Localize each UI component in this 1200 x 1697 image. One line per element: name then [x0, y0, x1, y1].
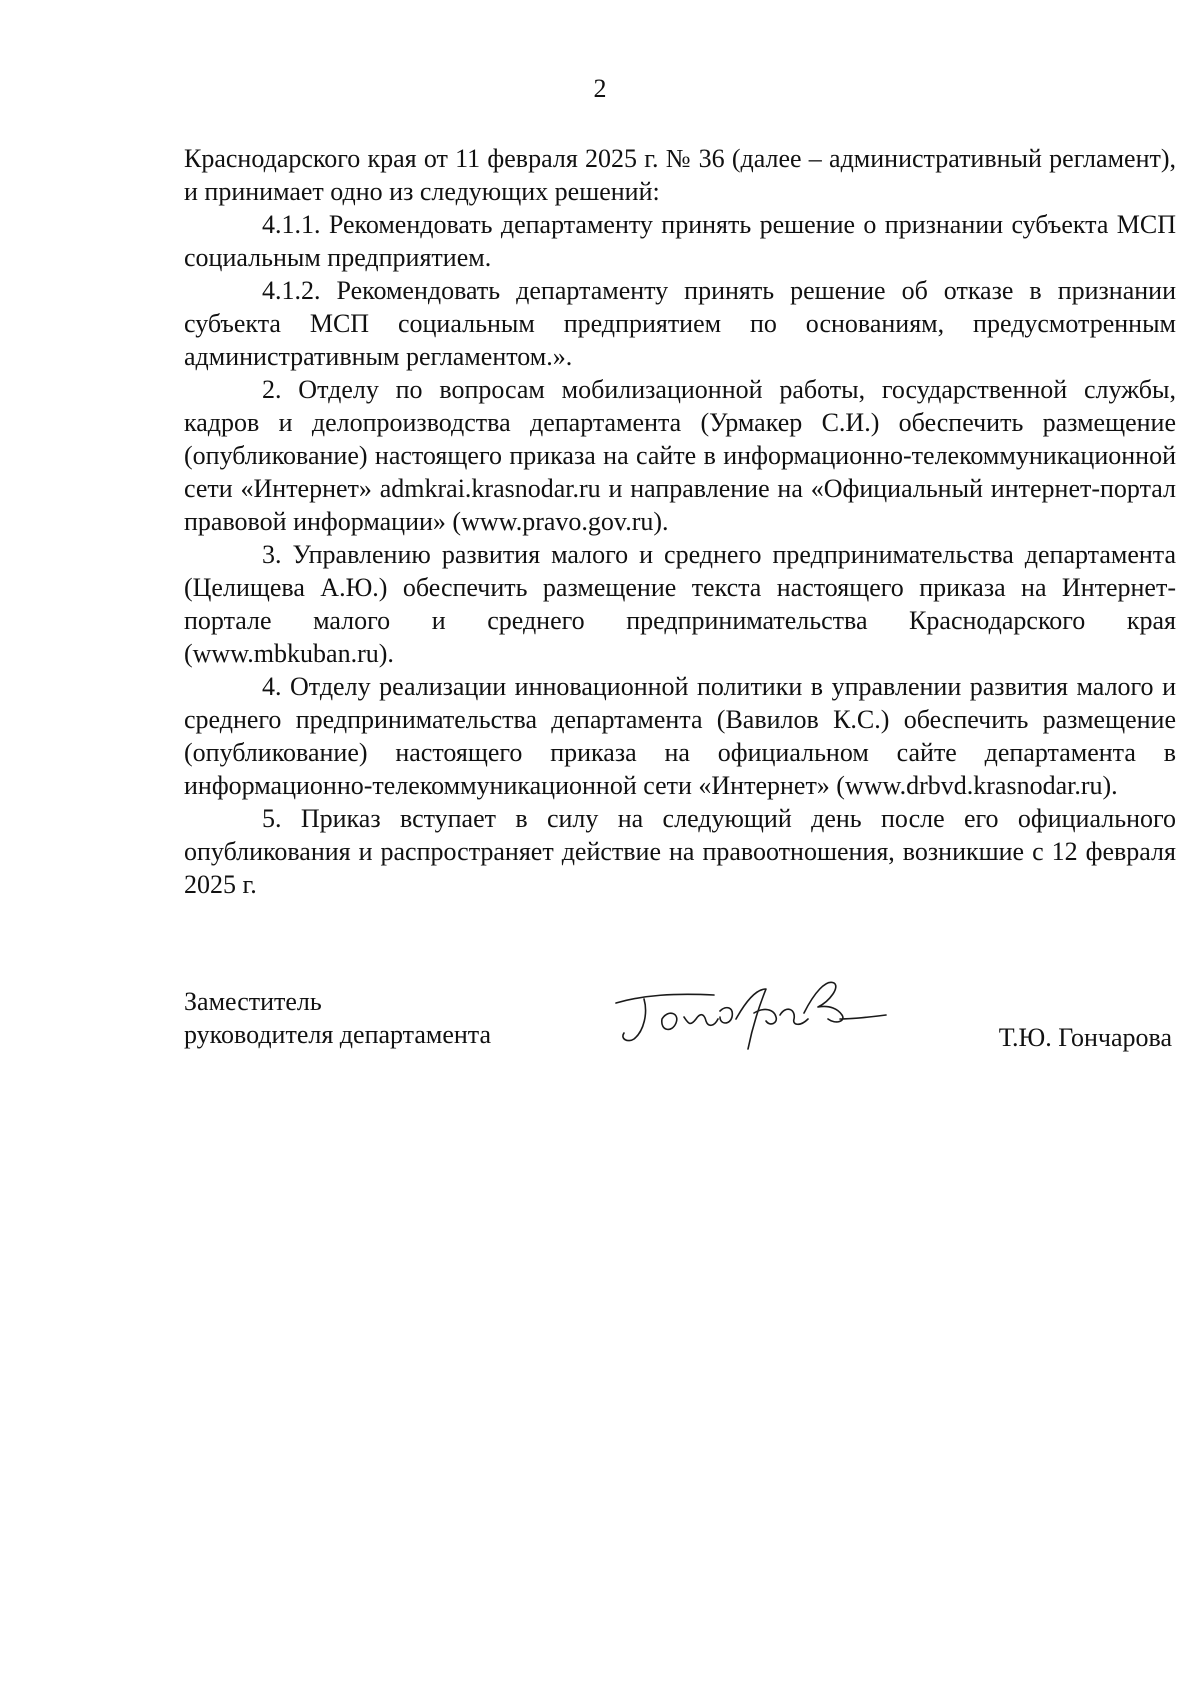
paragraph-2: 2. Отделу по вопросам мобилизационной работы, государственной службы, кадров и делопроизводства департамента (Урмакер С.И.) обеспечить размещение (опубликование) настоящего приказа на сайте в информационно-телекоммуникационной сети «Интернет» admkrai.krasnodar.ru и направление на «Официальный интернет-портал правовой информации» (www.pravo.gov.ru). [184, 375, 1176, 536]
paragraph-4-1-2: 4.1.2. Рекомендовать департаменту принять решение об отказе в признании субъекта МСП социальным предприятием по основаниям, предусмотренным административным регламентом.». [184, 276, 1176, 371]
paragraph-4-1-1: 4.1.1. Рекомендовать департаменту принять решение о признании субъекта МСП социальным предприятием. [184, 210, 1176, 272]
signatory-position-line1: Заместитель [184, 987, 322, 1016]
signatory-name: Т.Ю. Гончарова [998, 1023, 1172, 1052]
paragraph-continuation: Краснодарского края от 11 февраля 2025 г. № 36 (далее – административный регламент), и принимает одно из следующих решений: [184, 144, 1176, 206]
handwritten-signature [604, 973, 904, 1053]
document-body [184, 142, 1176, 901]
paragraph-5: 5. Приказ вступает в силу на следующий день после его официального опубликования и распространяет действие на правоотношения, возникшие с 12 февраля 2025 г. [184, 804, 1176, 899]
signature-block [184, 985, 1176, 1075]
paragraph-4: 4. Отделу реализации инновационной политики в управлении развития малого и среднего предпринимательства департамента (Вавилов К.С.) обеспечить размещение (опубликование) настоящего приказа на официальном сайте департамента в информационно-телекоммуникационной сети «Интернет» (www.drbvd.krasnodar.ru). [184, 672, 1176, 800]
signatory-position-line2: руководителя департамента [184, 1020, 492, 1049]
page-number: 2 [593, 74, 607, 103]
paragraph-3: 3. Управлению развития малого и среднего предпринимательства департамента (Целищева А.Ю.) обеспечить размещение текста настоящего приказа на Интернет-портале малого и среднего предпринимательства Краснодарского края (www.mbkuban.ru). [184, 540, 1176, 668]
signatory-position [184, 985, 491, 1051]
